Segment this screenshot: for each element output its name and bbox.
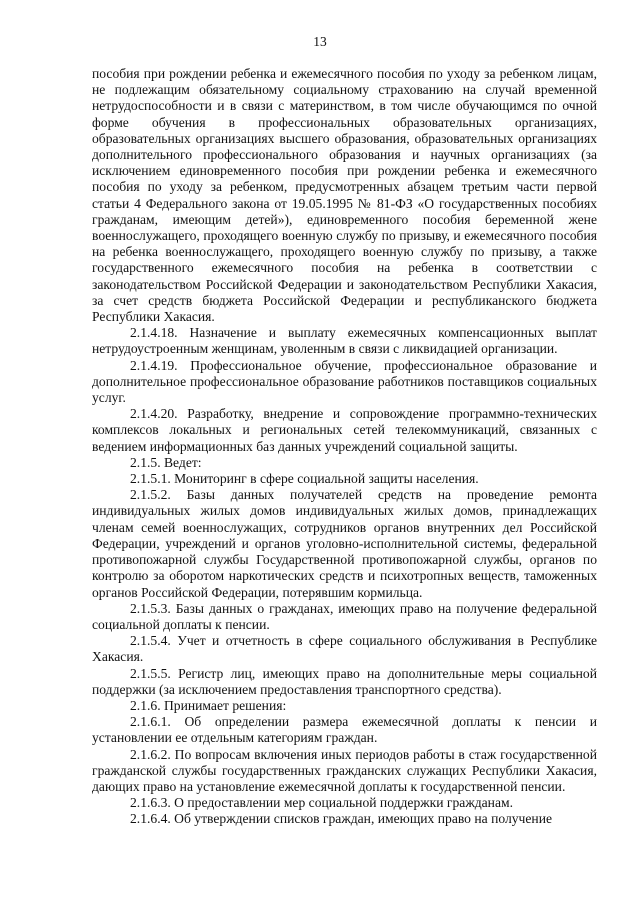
paragraph-2-1-5-2: 2.1.5.2. Базы данных получателей средств на проведение ремонта индивидуальных жилых домов индивидуальных жилых домов, принадлежащих членам семей военнослужащих, сотрудников органов внутренних дел Российской Федерации, учреждений и органов уголовно-исполнительной системы, федеральной противопожарной службы Государственной противопожарной службы, органов по контролю за оборотом наркотических средств и психотропных веществ, таможенных органов Российской Федерации, потерявшим кормильца.	[92, 487, 597, 600]
paragraph-2-1-5-4: 2.1.5.4. Учет и отчетность в сфере социального обслуживания в Республике Хакасия.	[92, 633, 597, 665]
document-body	[92, 66, 597, 828]
paragraph-2-1-4-18: 2.1.4.18. Назначение и выплату ежемесячных компенсационных выплат нетрудоустроенным женщинам, уволенным в связи с ликвидацией организации.	[92, 325, 597, 357]
paragraph-continuation: пособия при рождении ребенка и ежемесячного пособия по уходу за ребенком лицам, не подлежащим обязательному социальному страхованию на случай временной нетрудоспособности и в связи с материнством, в том числе обучающимся по очной форме обучения в профессиональных образовательных организациях, образовательных организациях высшего образования, образовательных организациях дополнительного профессионального образования и научных организациях (за исключением единовременного пособия при рождении ребенка и ежемесячного пособия по уходу за ребенком, предусмотренных абзацем третьим части первой статьи 4 Федерального закона от 19.05.1995 № 81-ФЗ «О государственных пособиях гражданам, имеющим детей»), единовременного пособия беременной жене военнослужащего, проходящего военную службу по призыву, и ежемесячного пособия на ребенка военнослужащего, проходящего военную службу по призыву, а также государственного ежемесячного пособия на ребенка в соответствии с законодательством Российской Федерации и законодательством Республики Хакасия, за счет средств бюджета Российской Федерации и республиканского бюджета Республики Хакасия.	[92, 66, 597, 325]
paragraph-2-1-5-1: 2.1.5.1. Мониторинг в сфере социальной защиты населения.	[130, 471, 479, 487]
paragraph-2-1-6-3: 2.1.6.3. О предоставлении мер социальной поддержки гражданам.	[130, 795, 513, 811]
paragraph-2-1-6-2: 2.1.6.2. По вопросам включения иных периодов работы в стаж государственной гражданской службы государственных гражданских служащих Республики Хакасия, дающих право на установление ежемесячной доплаты к государственной пенсии.	[92, 746, 597, 794]
paragraph-2-1-6: 2.1.6. Принимает решения:	[130, 697, 287, 713]
paragraph-2-1-5-5: 2.1.5.5. Регистр лиц, имеющих право на дополнительные меры социальной поддержки (за исключением предоставления транспортного средства).	[92, 665, 597, 697]
paragraph-2-1-6-1: 2.1.6.1. Об определении размера ежемесячной доплаты к пенсии и установлении ее отдельным категориям граждан.	[92, 714, 597, 746]
paragraph-2-1-4-19: 2.1.4.19. Профессиональное обучение, профессиональное образование и дополнительное профессиональное образование работников поставщиков социальных услуг.	[92, 357, 597, 406]
page-number: 13	[313, 34, 327, 49]
paragraph-2-1-5-3: 2.1.5.3. Базы данных о гражданах, имеющих право на получение федеральной социальной доплаты к пенсии.	[92, 600, 597, 632]
paragraph-2-1-6-4: 2.1.6.4. Об утверждении списков граждан, имеющих право на получение	[130, 811, 553, 827]
paragraph-2-1-4-20: 2.1.4.20. Разработку, внедрение и сопровождение программно-технических комплексов локальных и региональных сетей телекоммуникаций, связанных с ведением информационных баз данных учреждений социальной защиты.	[92, 406, 597, 454]
paragraph-2-1-5: 2.1.5. Ведет:	[130, 454, 202, 470]
